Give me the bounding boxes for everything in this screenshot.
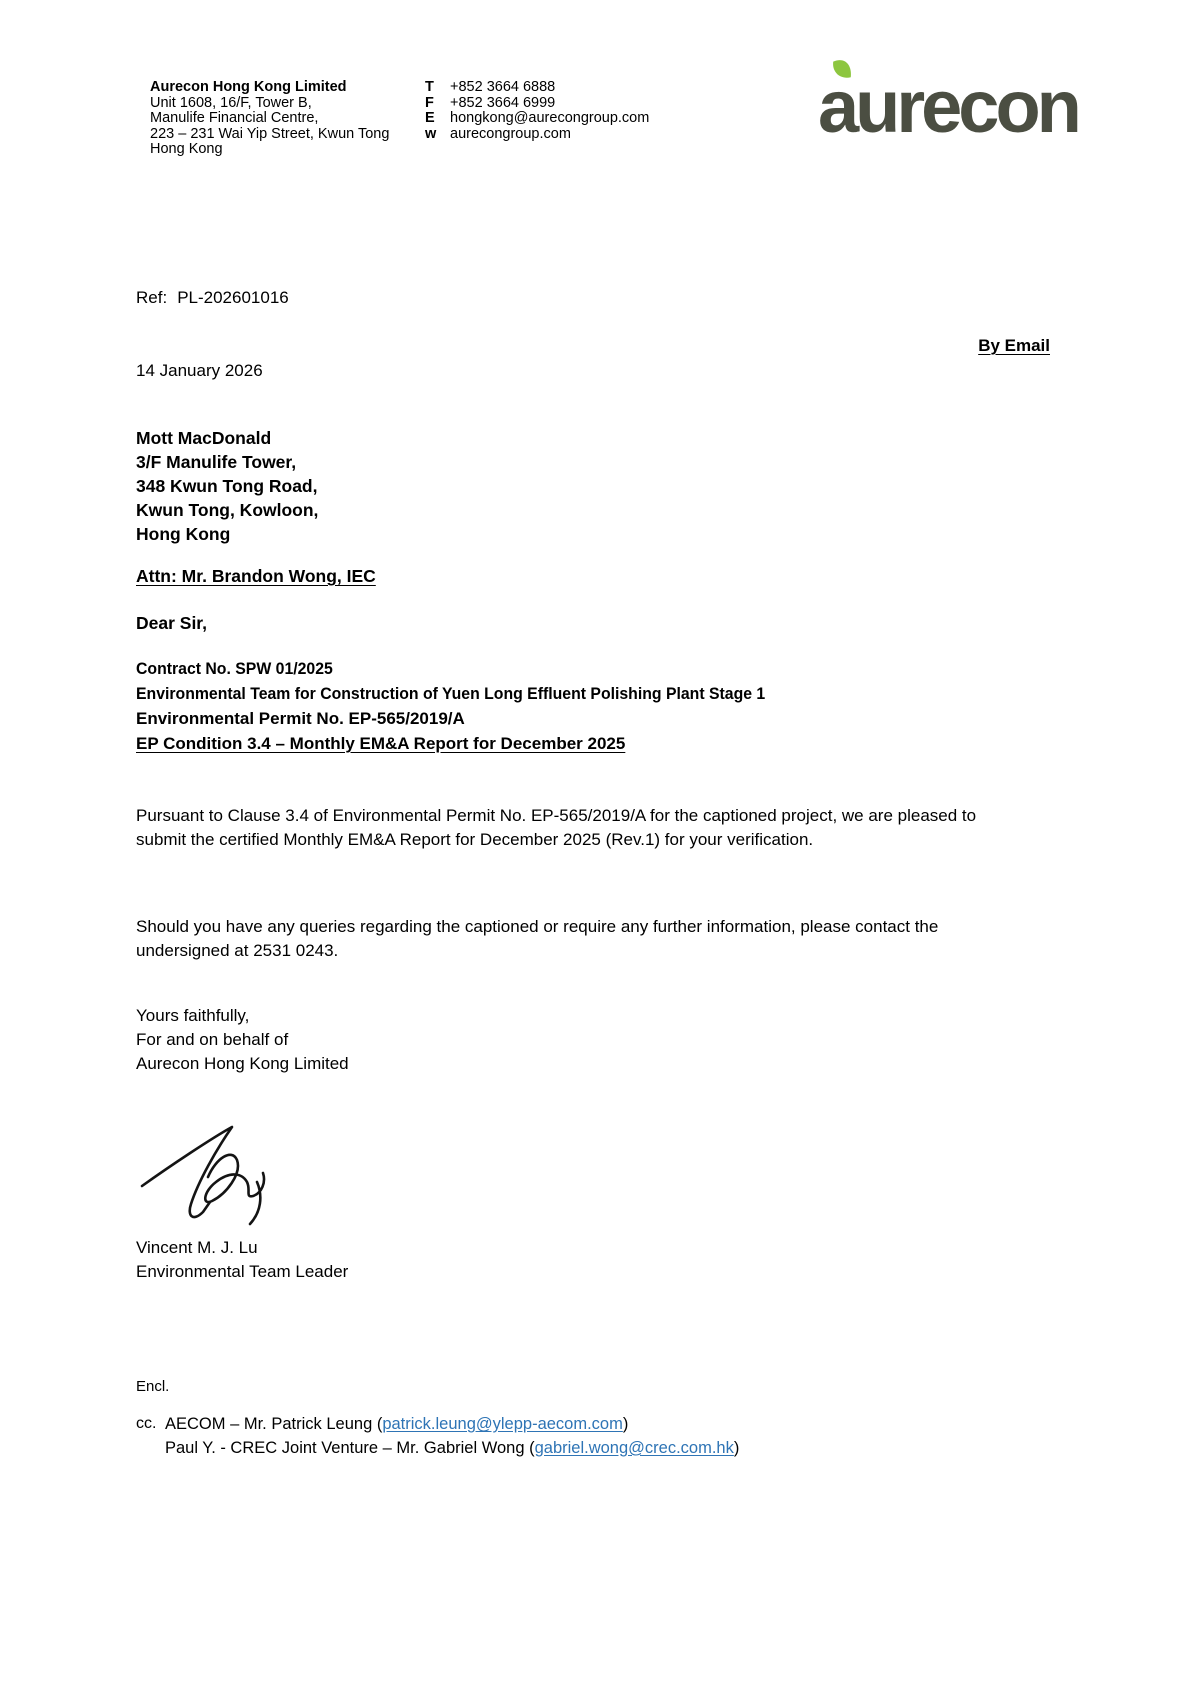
company-address-line: 223 – 231 Wai Yip Street, Kwun Tong [150,125,390,142]
closing-line: For and on behalf of [136,1030,289,1049]
recipient-line: 348 Kwun Tong Road, [136,476,318,496]
recipient-address-block [136,426,318,546]
contact-row-website [425,127,649,143]
salutation: Dear Sir, [136,613,208,633]
company-address-line: Manulife Financial Centre, [150,110,319,127]
fax-label: F [425,94,434,111]
subject-ep-condition: EP Condition 3.4 – Monthly EM&A Report for December 2025 [136,734,626,753]
cc-email-link-crec[interactable]: gabriel.wong@crec.com.hk [534,1438,734,1457]
subject-permit-no: Environmental Permit No. EP-565/2019/A [136,709,465,728]
cc-entry-text: ) [622,1415,629,1433]
logo-wordmark: aurecon [818,65,1078,148]
body-paragraph-2: Should you have any queries regarding the captioned or require any further information, please contact the undersigned at 2531 0243. [136,917,939,960]
closing-line: Aurecon Hong Kong Limited [136,1054,349,1073]
cc-email-link-aecom[interactable]: patrick.leung@ylepp-aecom.com [382,1415,623,1433]
enclosure-note: Encl. [136,1378,170,1395]
recipient-line: Hong Kong [136,524,231,544]
website-label: w [425,125,437,142]
company-address-line: Hong Kong [150,141,223,158]
contact-row-telephone [425,80,649,96]
delivery-method: By Email [978,336,1050,355]
cc-entry-text: ) [733,1438,740,1457]
cc-entry-text: Paul Y. - CREC Joint Venture – Mr. Gabriel Wong ( [165,1438,535,1457]
signatory-title: Environmental Team Leader [136,1262,349,1281]
ref-number: PL-202601016 [177,288,289,307]
handwritten-signature [136,1122,288,1228]
cc-label: cc. [136,1415,157,1432]
cc-list [165,1413,739,1460]
company-address-line: Unit 1608, 16/F, Tower B, [150,94,312,111]
closing-block [136,1004,349,1076]
cc-entry-text: AECOM – Mr. Patrick Leung ( [165,1415,383,1433]
company-name: Aurecon Hong Kong Limited [150,79,347,95]
email-label: E [425,110,435,127]
recipient-line: Kwun Tong, Kowloon, [136,500,319,520]
reference-line [136,288,289,308]
ref-label: Ref: [136,288,168,307]
fax-value: +852 3664 6999 [450,94,556,111]
website-value: aurecongroup.com [450,125,571,142]
telephone-label: T [425,79,434,95]
signatory-block [136,1236,348,1284]
attention-line: Attn: Mr. Brandon Wong, IEC [136,566,376,586]
contact-row-fax [425,96,649,112]
recipient-line: Mott MacDonald [136,428,272,448]
cc-entry [165,1413,739,1437]
letterhead-company-block [150,80,389,158]
letter-date: 14 January 2026 [136,361,263,380]
recipient-line: 3/F Manulife Tower, [136,452,297,472]
subject-project-title: Environmental Team for Construction of Yuen Long Effluent Polishing Plant Stage 1 [136,684,766,703]
email-value: hongkong@aurecongroup.com [450,110,650,127]
signatory-name: Vincent M. J. Lu [136,1238,258,1257]
letterhead-contact-block [425,80,649,142]
aurecon-logo [818,56,1148,148]
telephone-value: +852 3664 6888 [450,79,556,95]
subject-contract-no: Contract No. SPW 01/2025 [136,659,333,678]
cc-entry [165,1437,739,1461]
contact-row-email [425,111,649,127]
closing-line: Yours faithfully, [136,1006,250,1025]
body-paragraph-1: Pursuant to Clause 3.4 of Environmental Permit No. EP-565/2019/A for the captioned project, we are pleased to submit the certified Monthly EM&A Report for December 2025 (Rev.1) for your verification. [136,806,977,849]
